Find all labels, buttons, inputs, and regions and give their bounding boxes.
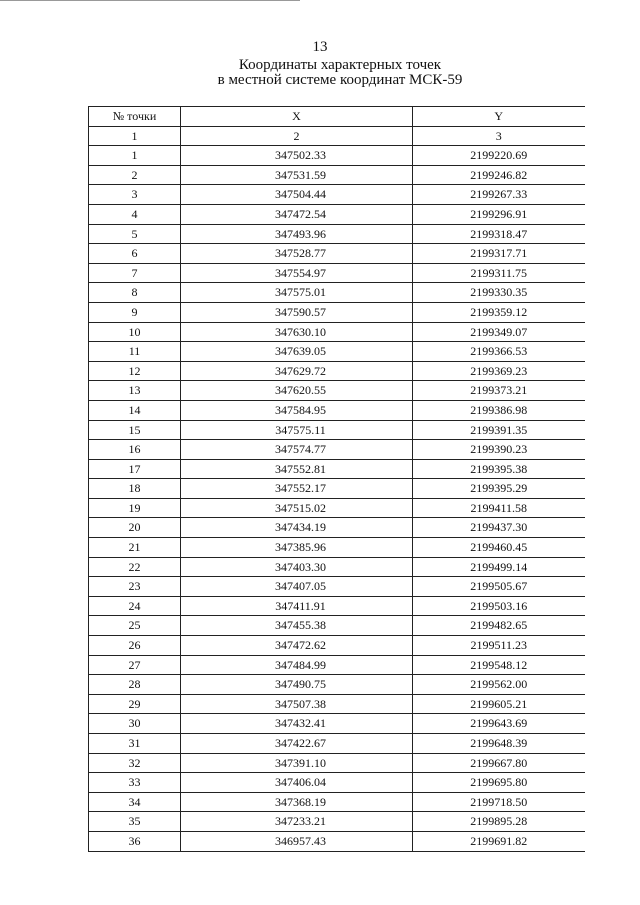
table-row <box>89 361 585 381</box>
cell-x: 347422.67 <box>181 734 413 754</box>
table-row <box>89 224 585 244</box>
cell-point-number: 14 <box>89 400 181 420</box>
cell-y: 2199267.33 <box>413 185 585 205</box>
cell-y: 2199395.29 <box>413 479 585 499</box>
table-header-row <box>89 107 585 127</box>
cell-point-number: 12 <box>89 361 181 381</box>
cell-point-number: 36 <box>89 831 181 851</box>
table-row <box>89 655 585 675</box>
cell-y: 2199648.39 <box>413 734 585 754</box>
cell-point-number: 17 <box>89 459 181 479</box>
cell-y: 2199482.65 <box>413 616 585 636</box>
cell-y: 2199317.71 <box>413 244 585 264</box>
table-row <box>89 557 585 577</box>
cell-point-number: 6 <box>89 244 181 264</box>
cell-point-number: 27 <box>89 655 181 675</box>
cell-x: 347411.91 <box>181 596 413 616</box>
table-row <box>89 577 585 597</box>
cell-y: 2199296.91 <box>413 204 585 224</box>
table-row <box>89 596 585 616</box>
cell-x: 347504.44 <box>181 185 413 205</box>
cell-x: 347472.62 <box>181 636 413 656</box>
cell-x: 347629.72 <box>181 361 413 381</box>
cell-x: 347233.21 <box>181 812 413 832</box>
cell-x: 347528.77 <box>181 244 413 264</box>
cell-point-number: 21 <box>89 538 181 558</box>
cell-point-number: 15 <box>89 420 181 440</box>
header-point-number: № точки <box>89 107 181 127</box>
cell-y: 2199318.47 <box>413 224 585 244</box>
cell-x: 347403.30 <box>181 557 413 577</box>
subheader-col-3: 3 <box>413 126 585 146</box>
table-row <box>89 831 585 851</box>
cell-y: 2199511.23 <box>413 636 585 656</box>
table-row <box>89 616 585 636</box>
cell-point-number: 25 <box>89 616 181 636</box>
table-row <box>89 342 585 362</box>
cell-point-number: 28 <box>89 675 181 695</box>
cell-x: 347639.05 <box>181 342 413 362</box>
cell-x: 347490.75 <box>181 675 413 695</box>
table-row <box>89 322 585 342</box>
cell-x: 347552.81 <box>181 459 413 479</box>
table-row <box>89 185 585 205</box>
table-row <box>89 283 585 303</box>
cell-point-number: 19 <box>89 498 181 518</box>
cell-x: 347406.04 <box>181 773 413 793</box>
cell-y: 2199330.35 <box>413 283 585 303</box>
cell-x: 347493.96 <box>181 224 413 244</box>
cell-point-number: 34 <box>89 792 181 812</box>
cell-x: 347590.57 <box>181 302 413 322</box>
cell-y: 2199411.58 <box>413 498 585 518</box>
cell-y: 2199390.23 <box>413 440 585 460</box>
table-row <box>89 773 585 793</box>
table-row <box>89 440 585 460</box>
cell-point-number: 4 <box>89 204 181 224</box>
table-row <box>89 302 585 322</box>
table-row <box>89 381 585 401</box>
table-row <box>89 734 585 754</box>
subheader-col-1: 1 <box>89 126 181 146</box>
cell-x: 347584.95 <box>181 400 413 420</box>
cell-x: 347630.10 <box>181 322 413 342</box>
cell-y: 2199373.21 <box>413 381 585 401</box>
table-row <box>89 498 585 518</box>
table-subheader-row <box>89 126 585 146</box>
cell-x: 347575.01 <box>181 283 413 303</box>
cell-point-number: 29 <box>89 694 181 714</box>
cell-point-number: 10 <box>89 322 181 342</box>
cell-x: 347368.19 <box>181 792 413 812</box>
cell-y: 2199460.45 <box>413 538 585 558</box>
cell-x: 347484.99 <box>181 655 413 675</box>
cell-x: 347472.54 <box>181 204 413 224</box>
cell-point-number: 7 <box>89 263 181 283</box>
cell-y: 2199349.07 <box>413 322 585 342</box>
table-row <box>89 538 585 558</box>
cell-y: 2199437.30 <box>413 518 585 538</box>
table-row <box>89 792 585 812</box>
cell-y: 2199691.82 <box>413 831 585 851</box>
title-line-1: Координаты характерных точек <box>238 57 442 73</box>
cell-x: 346957.43 <box>181 831 413 851</box>
cell-x: 347507.38 <box>181 694 413 714</box>
page-number: 13 <box>312 39 328 55</box>
cell-y: 2199718.50 <box>413 792 585 812</box>
cell-x: 347620.55 <box>181 381 413 401</box>
cell-y: 2199369.23 <box>413 361 585 381</box>
cell-y: 2199503.16 <box>413 596 585 616</box>
cell-y: 2199220.69 <box>413 146 585 166</box>
subheader-col-2: 2 <box>181 126 413 146</box>
cell-point-number: 5 <box>89 224 181 244</box>
table-row <box>89 420 585 440</box>
document-title <box>0 58 640 88</box>
cell-point-number: 9 <box>89 302 181 322</box>
cell-y: 2199366.53 <box>413 342 585 362</box>
cell-x: 347575.11 <box>181 420 413 440</box>
cell-point-number: 30 <box>89 714 181 734</box>
cell-x: 347552.17 <box>181 479 413 499</box>
cell-x: 347385.96 <box>181 538 413 558</box>
table-row <box>89 753 585 773</box>
cell-y: 2199548.12 <box>413 655 585 675</box>
cell-point-number: 31 <box>89 734 181 754</box>
table-row <box>89 263 585 283</box>
table-row <box>89 204 585 224</box>
table-body <box>89 146 585 851</box>
coordinates-table <box>88 106 585 852</box>
table-row <box>89 400 585 420</box>
cell-y: 2199359.12 <box>413 302 585 322</box>
table-row <box>89 636 585 656</box>
cell-y: 2199695.80 <box>413 773 585 793</box>
scan-artifact-line <box>0 0 300 1</box>
table-row <box>89 146 585 166</box>
table-row <box>89 165 585 185</box>
cell-x: 347432.41 <box>181 714 413 734</box>
cell-point-number: 20 <box>89 518 181 538</box>
cell-point-number: 18 <box>89 479 181 499</box>
table-row <box>89 479 585 499</box>
cell-point-number: 33 <box>89 773 181 793</box>
cell-y: 2199605.21 <box>413 694 585 714</box>
table-row <box>89 812 585 832</box>
cell-y: 2199386.98 <box>413 400 585 420</box>
cell-point-number: 8 <box>89 283 181 303</box>
cell-x: 347391.10 <box>181 753 413 773</box>
table-row <box>89 675 585 695</box>
title-line-2: в местной системе координат МСК-59 <box>217 72 463 88</box>
cell-x: 347434.19 <box>181 518 413 538</box>
table-row <box>89 518 585 538</box>
cell-x: 347455.38 <box>181 616 413 636</box>
cell-point-number: 22 <box>89 557 181 577</box>
cell-y: 2199562.00 <box>413 675 585 695</box>
cell-x: 347531.59 <box>181 165 413 185</box>
cell-x: 347515.02 <box>181 498 413 518</box>
cell-point-number: 35 <box>89 812 181 832</box>
cell-y: 2199667.80 <box>413 753 585 773</box>
table-row <box>89 244 585 264</box>
cell-y: 2199895.28 <box>413 812 585 832</box>
cell-point-number: 24 <box>89 596 181 616</box>
cell-x: 347574.77 <box>181 440 413 460</box>
cell-point-number: 32 <box>89 753 181 773</box>
cell-point-number: 13 <box>89 381 181 401</box>
cell-y: 2199391.35 <box>413 420 585 440</box>
cell-point-number: 26 <box>89 636 181 656</box>
cell-y: 2199395.38 <box>413 459 585 479</box>
cell-point-number: 16 <box>89 440 181 460</box>
cell-y: 2199246.82 <box>413 165 585 185</box>
cell-x: 347502.33 <box>181 146 413 166</box>
header-x: X <box>181 107 413 127</box>
cell-x: 347407.05 <box>181 577 413 597</box>
cell-point-number: 3 <box>89 185 181 205</box>
table-row <box>89 694 585 714</box>
cell-x: 347554.97 <box>181 263 413 283</box>
cell-point-number: 1 <box>89 146 181 166</box>
header-y: Y <box>413 107 585 127</box>
cell-point-number: 2 <box>89 165 181 185</box>
cell-y: 2199499.14 <box>413 557 585 577</box>
cell-point-number: 11 <box>89 342 181 362</box>
table-row <box>89 459 585 479</box>
cell-point-number: 23 <box>89 577 181 597</box>
table-row <box>89 714 585 734</box>
cell-y: 2199643.69 <box>413 714 585 734</box>
cell-y: 2199311.75 <box>413 263 585 283</box>
cell-y: 2199505.67 <box>413 577 585 597</box>
